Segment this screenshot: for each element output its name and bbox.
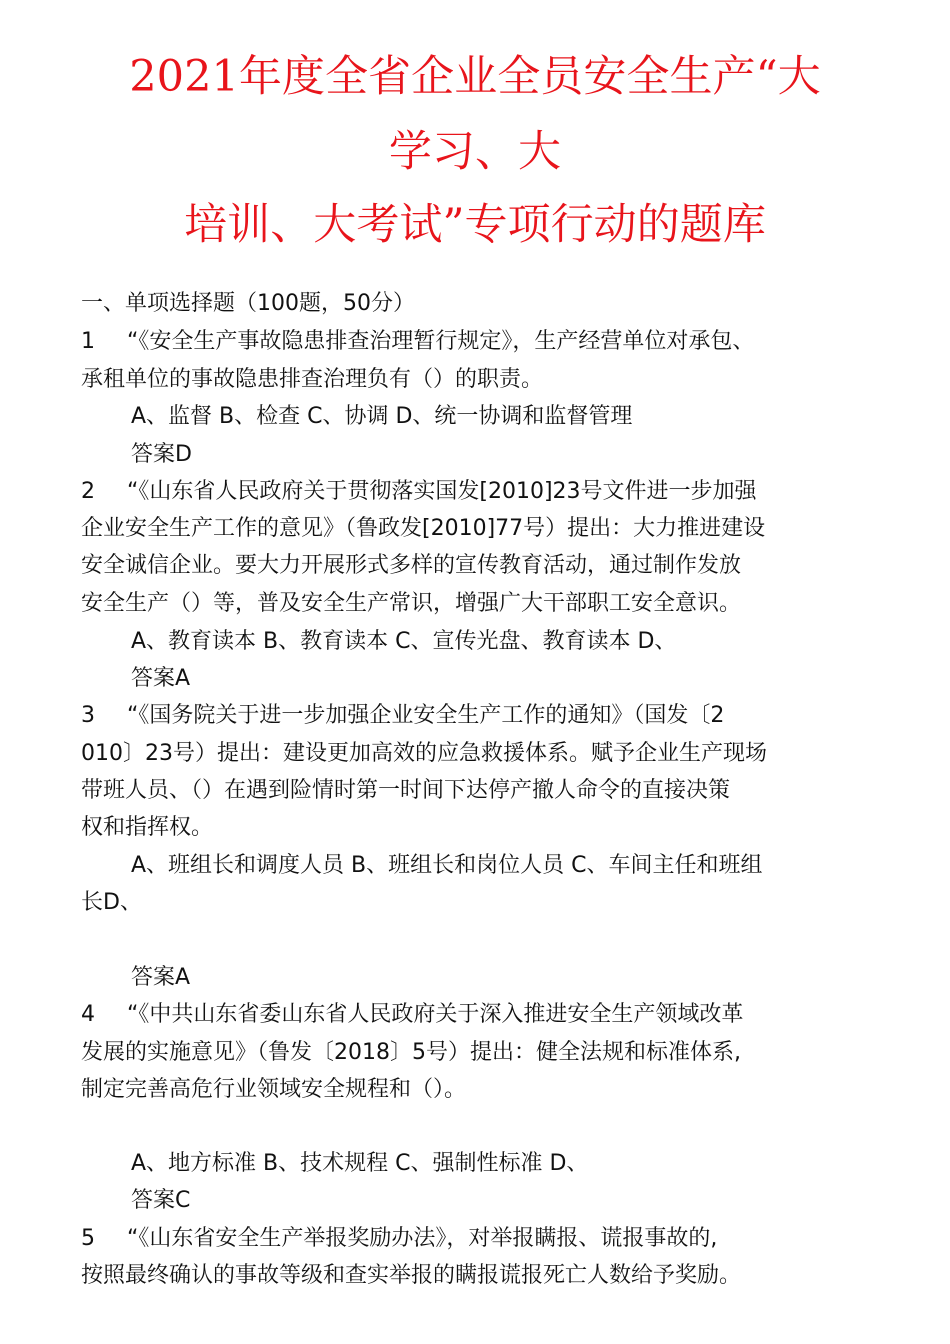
document-title-line-3: 培训、大考试”专项行动的题库	[184, 200, 766, 250]
question-number: 2	[81, 479, 95, 504]
question-1-answer: 答案D	[131, 442, 192, 467]
question-2-answer: 答案A	[131, 666, 191, 691]
question-2-line-4: 安全生产（）等，普及安全生产常识，增强广大干部职工安全意识。	[81, 591, 742, 616]
question-4-answer: 答案C	[131, 1188, 191, 1213]
question-3-line-4: 权和指挥权。	[81, 815, 214, 840]
question-number: 5	[81, 1226, 95, 1251]
question-1-line-1	[81, 331, 754, 353]
question-1-options: A、监督 B、检查 C、协调 D、统一协调和监督管理	[131, 404, 633, 429]
question-4-line-2: 发展的实施意见》（鲁发〔2018〕5号）提出：健全法规和标准体系,	[81, 1040, 741, 1065]
question-4-options: A、地方标准 B、技术规程 C、强制性标准 D、	[131, 1151, 589, 1176]
question-text: “《中共山东省委山东省人民政府关于深入推进安全生产领域改革	[127, 1002, 744, 1027]
question-number: 4	[81, 1002, 95, 1027]
question-2-line-2: 企业安全生产工作的意见》（鲁政发[2010]77号）提出：大力推进建设	[81, 516, 766, 541]
question-text: “《安全生产事故隐患排查治理暂行规定》，生产经营单位对承包、	[127, 329, 755, 354]
question-4-line-1	[81, 1004, 743, 1026]
question-1-line-2: 承租单位的事故隐患排查治理负有（）的职责。	[81, 367, 544, 392]
question-text: “《山东省安全生产举报奖励办法》，对举报瞒报、谎报事故的,	[127, 1226, 718, 1251]
question-5-line-1	[81, 1228, 717, 1250]
question-4-line-3: 制定完善高危行业领域安全规程和（）。	[81, 1077, 467, 1102]
question-number: 1	[81, 329, 95, 354]
question-3-line-3: 带班人员、（）在遇到险情时第一时间下达停产撤人命令的直接决策	[81, 778, 731, 803]
document-title-line-1: 2021年度全省企业全员安全生产“大	[129, 52, 821, 102]
question-text: “《山东省人民政府关于贯彻落实国发[2010]23号文件进一步加强	[127, 479, 757, 504]
question-3-options-line-2: 长D、	[81, 890, 142, 915]
question-text: “《国务院关于进一步加强企业安全生产工作的通知》（国发〔2	[127, 703, 725, 728]
question-3-line-1	[81, 705, 724, 727]
question-2-line-3: 安全诚信企业。要大力开展形式多样的宣传教育活动，通过制作发放	[81, 553, 742, 578]
question-2-options: A、教育读本 B、教育读本 C、宣传光盘、教育读本 D、	[131, 629, 677, 654]
question-3-answer: 答案A	[131, 965, 191, 990]
question-3-line-2: 010〕23号）提出：建设更加高效的应急救援体系。赋予企业生产现场	[81, 741, 767, 766]
question-5-line-2: 按照最终确认的事故等级和查实举报的瞒报谎报死亡人数给予奖励。	[81, 1263, 742, 1288]
question-3-options-line-1: A、班组长和调度人员 B、班组长和岗位人员 C、车间主任和班组	[131, 853, 763, 878]
document-title-line-2: 学习、大	[388, 127, 562, 177]
section-heading: 一、单项选择题（100题，50分）	[81, 291, 415, 316]
question-2-line-1	[81, 481, 757, 503]
question-number: 3	[81, 703, 95, 728]
